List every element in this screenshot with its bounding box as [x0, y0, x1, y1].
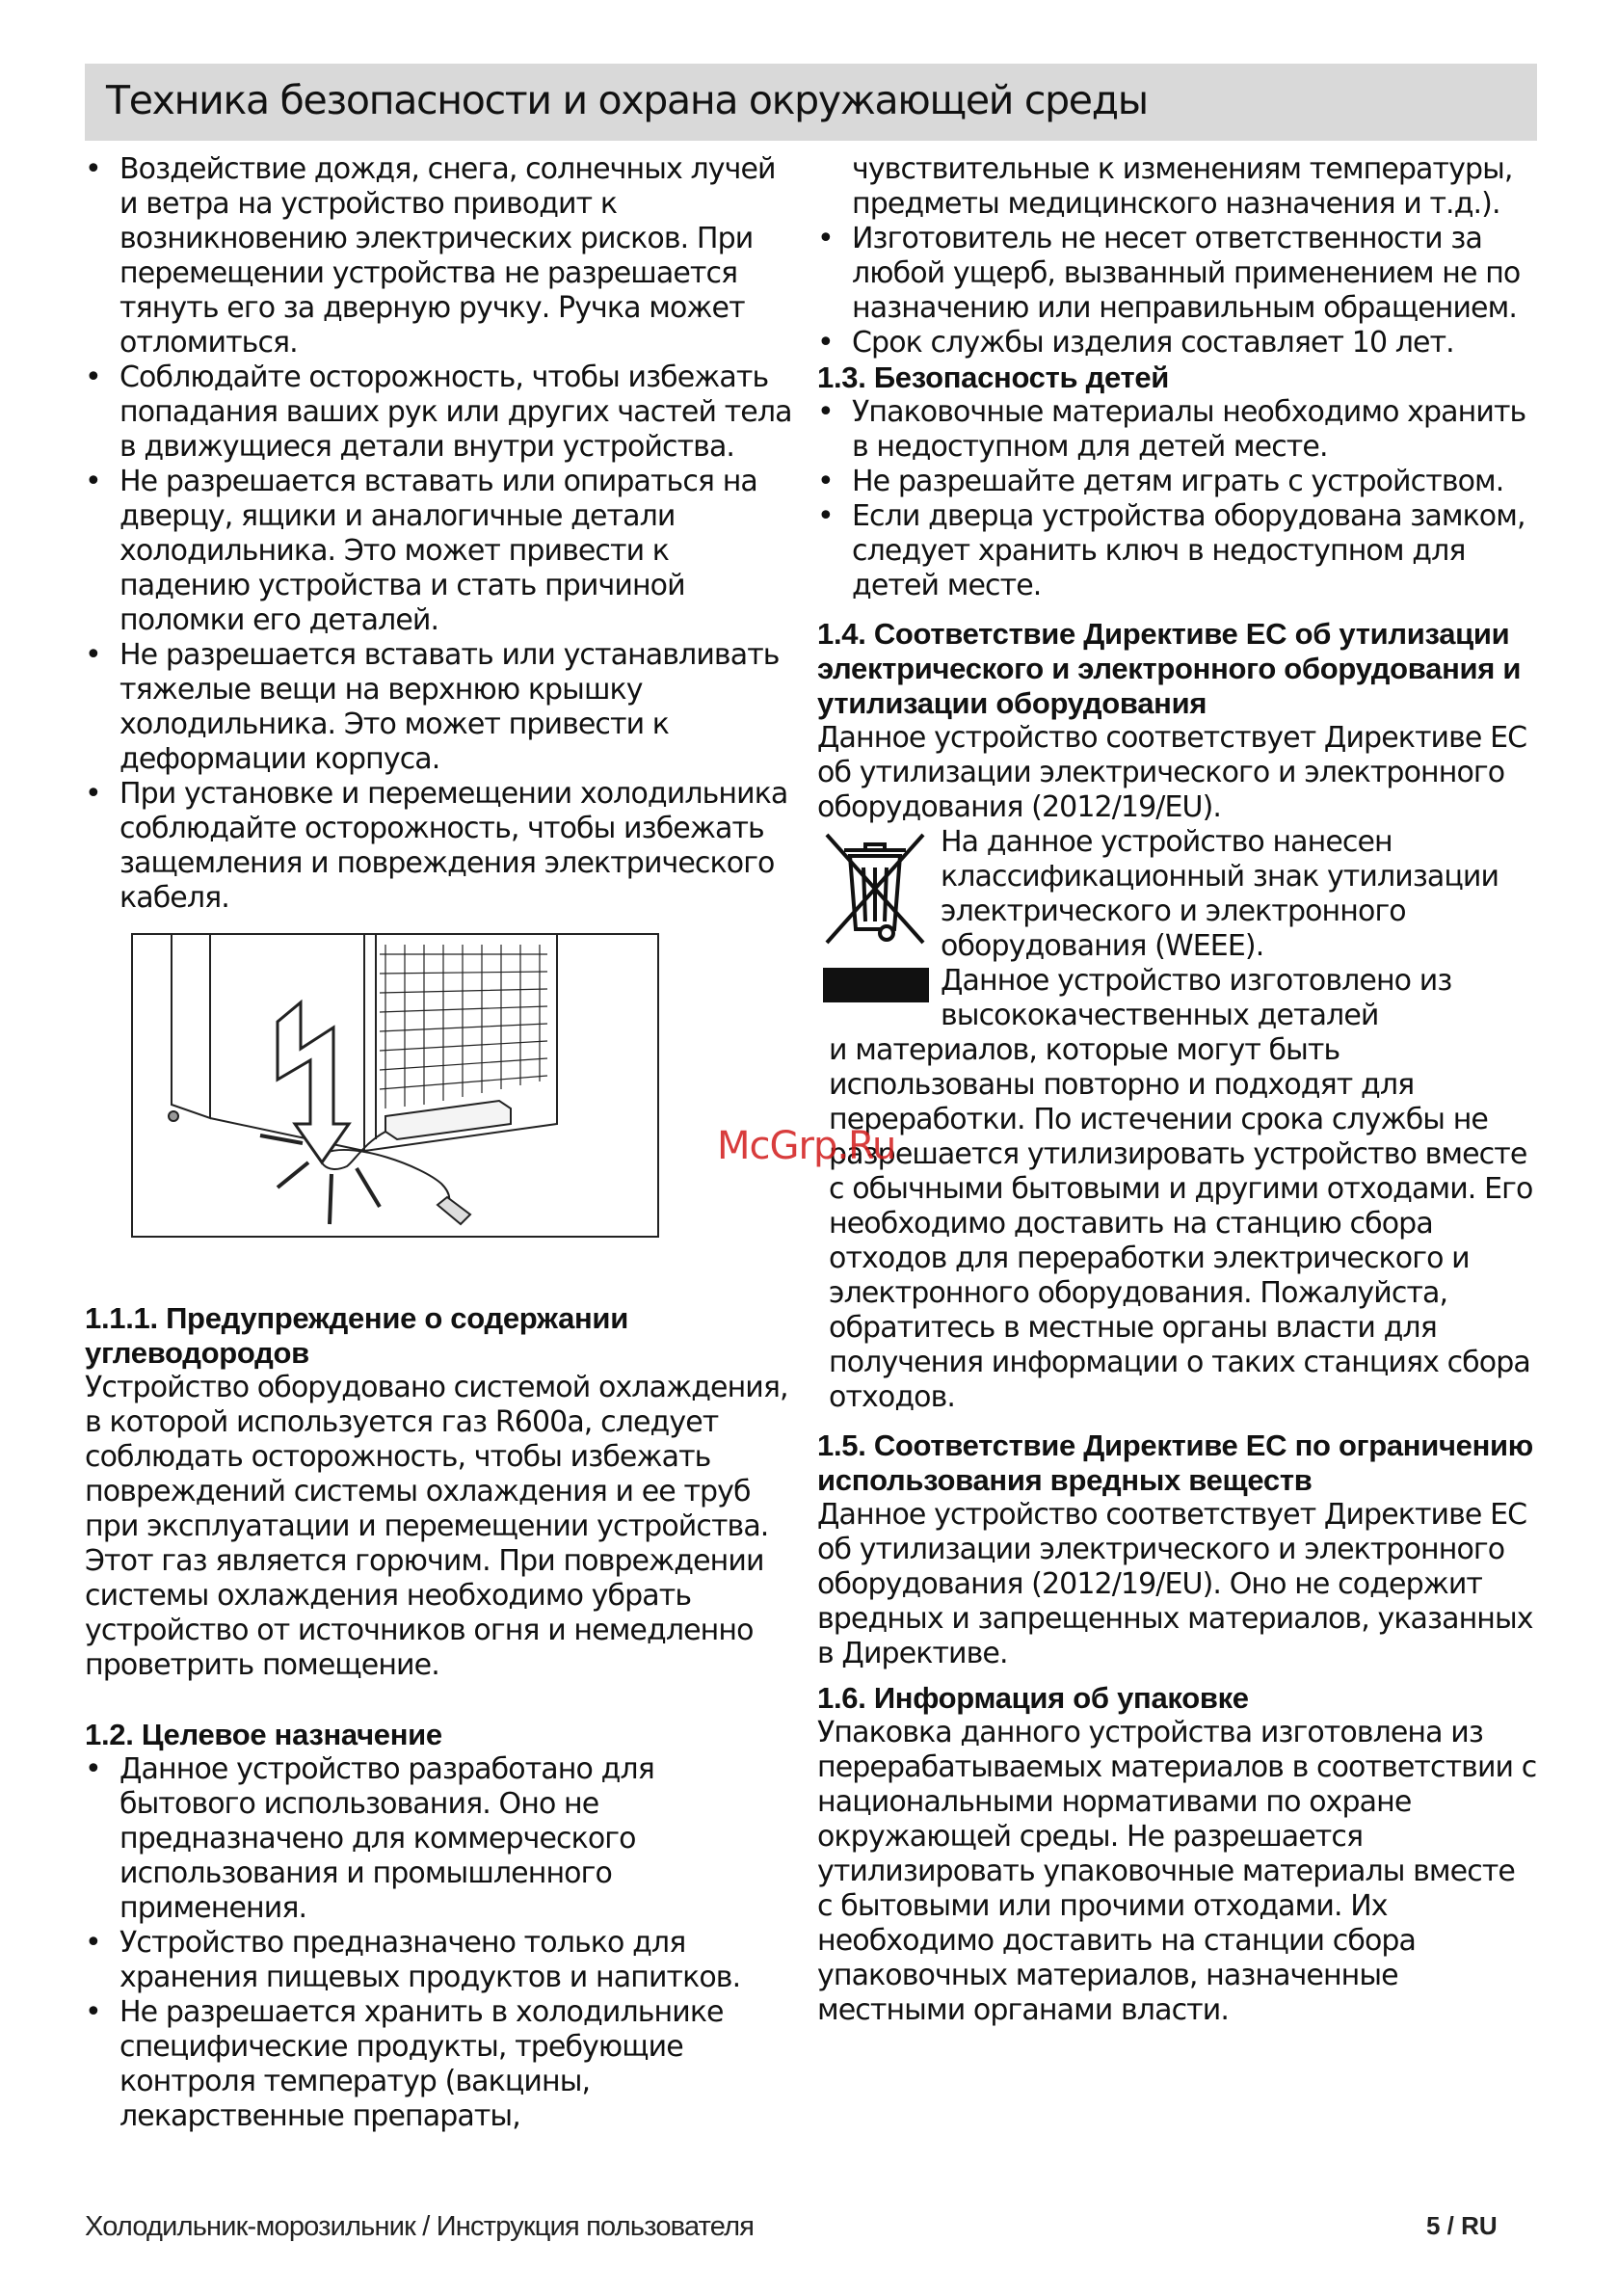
section-text-1-6: Упаковка данного устройства изготовлена из перерабатываемых материалов в соответствии с национальными нормативами по охране окружающей среды. Не разрешается утилизировать упаковочные материалы вместе с бытовыми или прочими отходами. Их необходимо доставить на станции сбора упаковочных материалов, назначенные местными органами власти.: [817, 1716, 1537, 2027]
list-item: • Не разрешается вставать или опираться на дверцу, ящики и аналогичные детали холодильника. Это может привести к падению устройства и стать причиной поломки его деталей.: [85, 465, 757, 637]
right-column: [817, 152, 1538, 2028]
section-heading-1-6: 1.6. Информация об упаковке: [817, 1681, 1249, 1715]
cable-illustration: [131, 933, 659, 1238]
weee-block: [817, 825, 1538, 1033]
section-heading-1-3: 1.3. Безопасность детей: [817, 360, 1170, 394]
list-item: • Устройство предназначено только для хранения пищевых продуктов и напитков.: [85, 1926, 741, 1994]
section-text-1-5: Данное устройство соответствует Директиве ЕС об утилизации электрического и электронного оборудования (2012/19/EU). Оно не содержит вредных и запрещенных материалов, указанных в Директиве.: [817, 1498, 1533, 1670]
section-heading-1-1-1: 1.1.1. Предупреждение о содержании углеводородов: [85, 1301, 628, 1370]
weee-text: На данное устройство нанесен классификационный знак утилизации электрического и электронного оборудования (WEEE).: [941, 825, 1499, 963]
recycling-text: и материалов, которые могут быть использованы повторно и подходят для переработки. По истечении срока службы не разрешается утилизировать устройство вместе с обычными бытовыми и другими отходами. Его необходимо доставить на станцию сбора отходов для переработки электрического и электронного оборудования. Пожалуйста, обратитесь в местные органы власти для получения информации о таких станциях сбора отходов.: [829, 1033, 1533, 1414]
list-item: • Данное устройство разработано для бытового использования. Оно не предназначено для коммерческого использования и промышленного применения.: [85, 1752, 654, 1925]
section-heading-1-4: 1.4. Соответствие Директиве ЕС об утилизации электрического и электронного оборудования и утилизации оборудования: [817, 617, 1522, 720]
page-title: Техника безопасности и охрана окружающей среды: [106, 77, 1148, 123]
list-item: • Упаковочные материалы необходимо хранить в недоступном для детей месте.: [817, 395, 1526, 464]
list-item: • При установке и перемещении холодильника соблюдайте осторожность, чтобы избежать защемления и повреждения электрического кабеля.: [85, 777, 788, 915]
fridge-cable-drawing: [133, 935, 657, 1236]
crossed-bin-icon: [817, 829, 933, 954]
list-item: • Изготовитель не несет ответственности за любой ущерб, вызванный применением не по назначению или неправильным обращением.: [817, 222, 1521, 325]
left-column: [85, 152, 794, 2134]
liability-bullet-list: [817, 222, 1538, 360]
watermark: McGrp.Ru: [717, 1124, 896, 1168]
section-text-1-1-1: Устройство оборудовано системой охлаждения, в которой используется газ R600a, следует соблюдать осторожность, чтобы избежать повреждений системы охлаждения и ее труб при эксплуатации и перемещении устройства. Этот газ является горючим. При повреждении системы охлаждения необходимо убрать устройство от источников огня и немедленно проветрить помещение.: [85, 1371, 788, 1682]
header-bar: [85, 64, 1537, 141]
section-heading-1-5: 1.5. Соответствие Директиве ЕС по ограничению использования вредных веществ: [817, 1428, 1533, 1497]
footer-title: Холодильник-морозильник / Инструкция пользователя: [85, 2211, 755, 2242]
list-item: • Воздействие дождя, снега, солнечных лучей и ветра на устройство приводит к возникновению электрических рисков. При перемещении устройства не разрешается тянуть его за дверную ручку. Ручка может отломиться.: [85, 152, 776, 360]
weee-text-2: Данное устройство изготовлено из высококачественных деталей: [941, 964, 1452, 1032]
weee-black-bar: [823, 968, 929, 1002]
list-item: • Не разрешается хранить в холодильнике специфические продукты, требующие контроля температур (вакцины, лекарственные препараты,: [85, 1995, 724, 2133]
safety-bullet-list: [85, 152, 794, 916]
child-safety-list: [817, 395, 1538, 603]
page-number: 5 / RU: [1426, 2211, 1498, 2240]
list-item: • Не разрешайте детям играть с устройством.: [817, 465, 1504, 498]
purpose-bullet-list: [85, 1752, 794, 2134]
list-item: • Соблюдайте осторожность, чтобы избежать попадания ваших рук или других частей тела в движущиеся детали внутри устройства.: [85, 360, 792, 464]
list-item: • Не разрешается вставать или устанавливать тяжелые вещи на верхнюю крышку холодильника. Это может привести к деформации корпуса.: [85, 638, 780, 776]
section-text-1-4: Данное устройство соответствует Директиве ЕС об утилизации электрического и электронного оборудования (2012/19/EU).: [817, 721, 1527, 824]
list-item: • Срок службы изделия составляет 10 лет.: [817, 326, 1454, 360]
continued-text: чувствительные к изменениям температуры, предметы медицинского назначения и т.д.).: [852, 152, 1513, 221]
list-item: • Если дверца устройства оборудована замком, следует хранить ключ в недоступном для детей месте.: [817, 499, 1525, 602]
section-heading-1-2: 1.2. Целевое назначение: [85, 1718, 442, 1751]
